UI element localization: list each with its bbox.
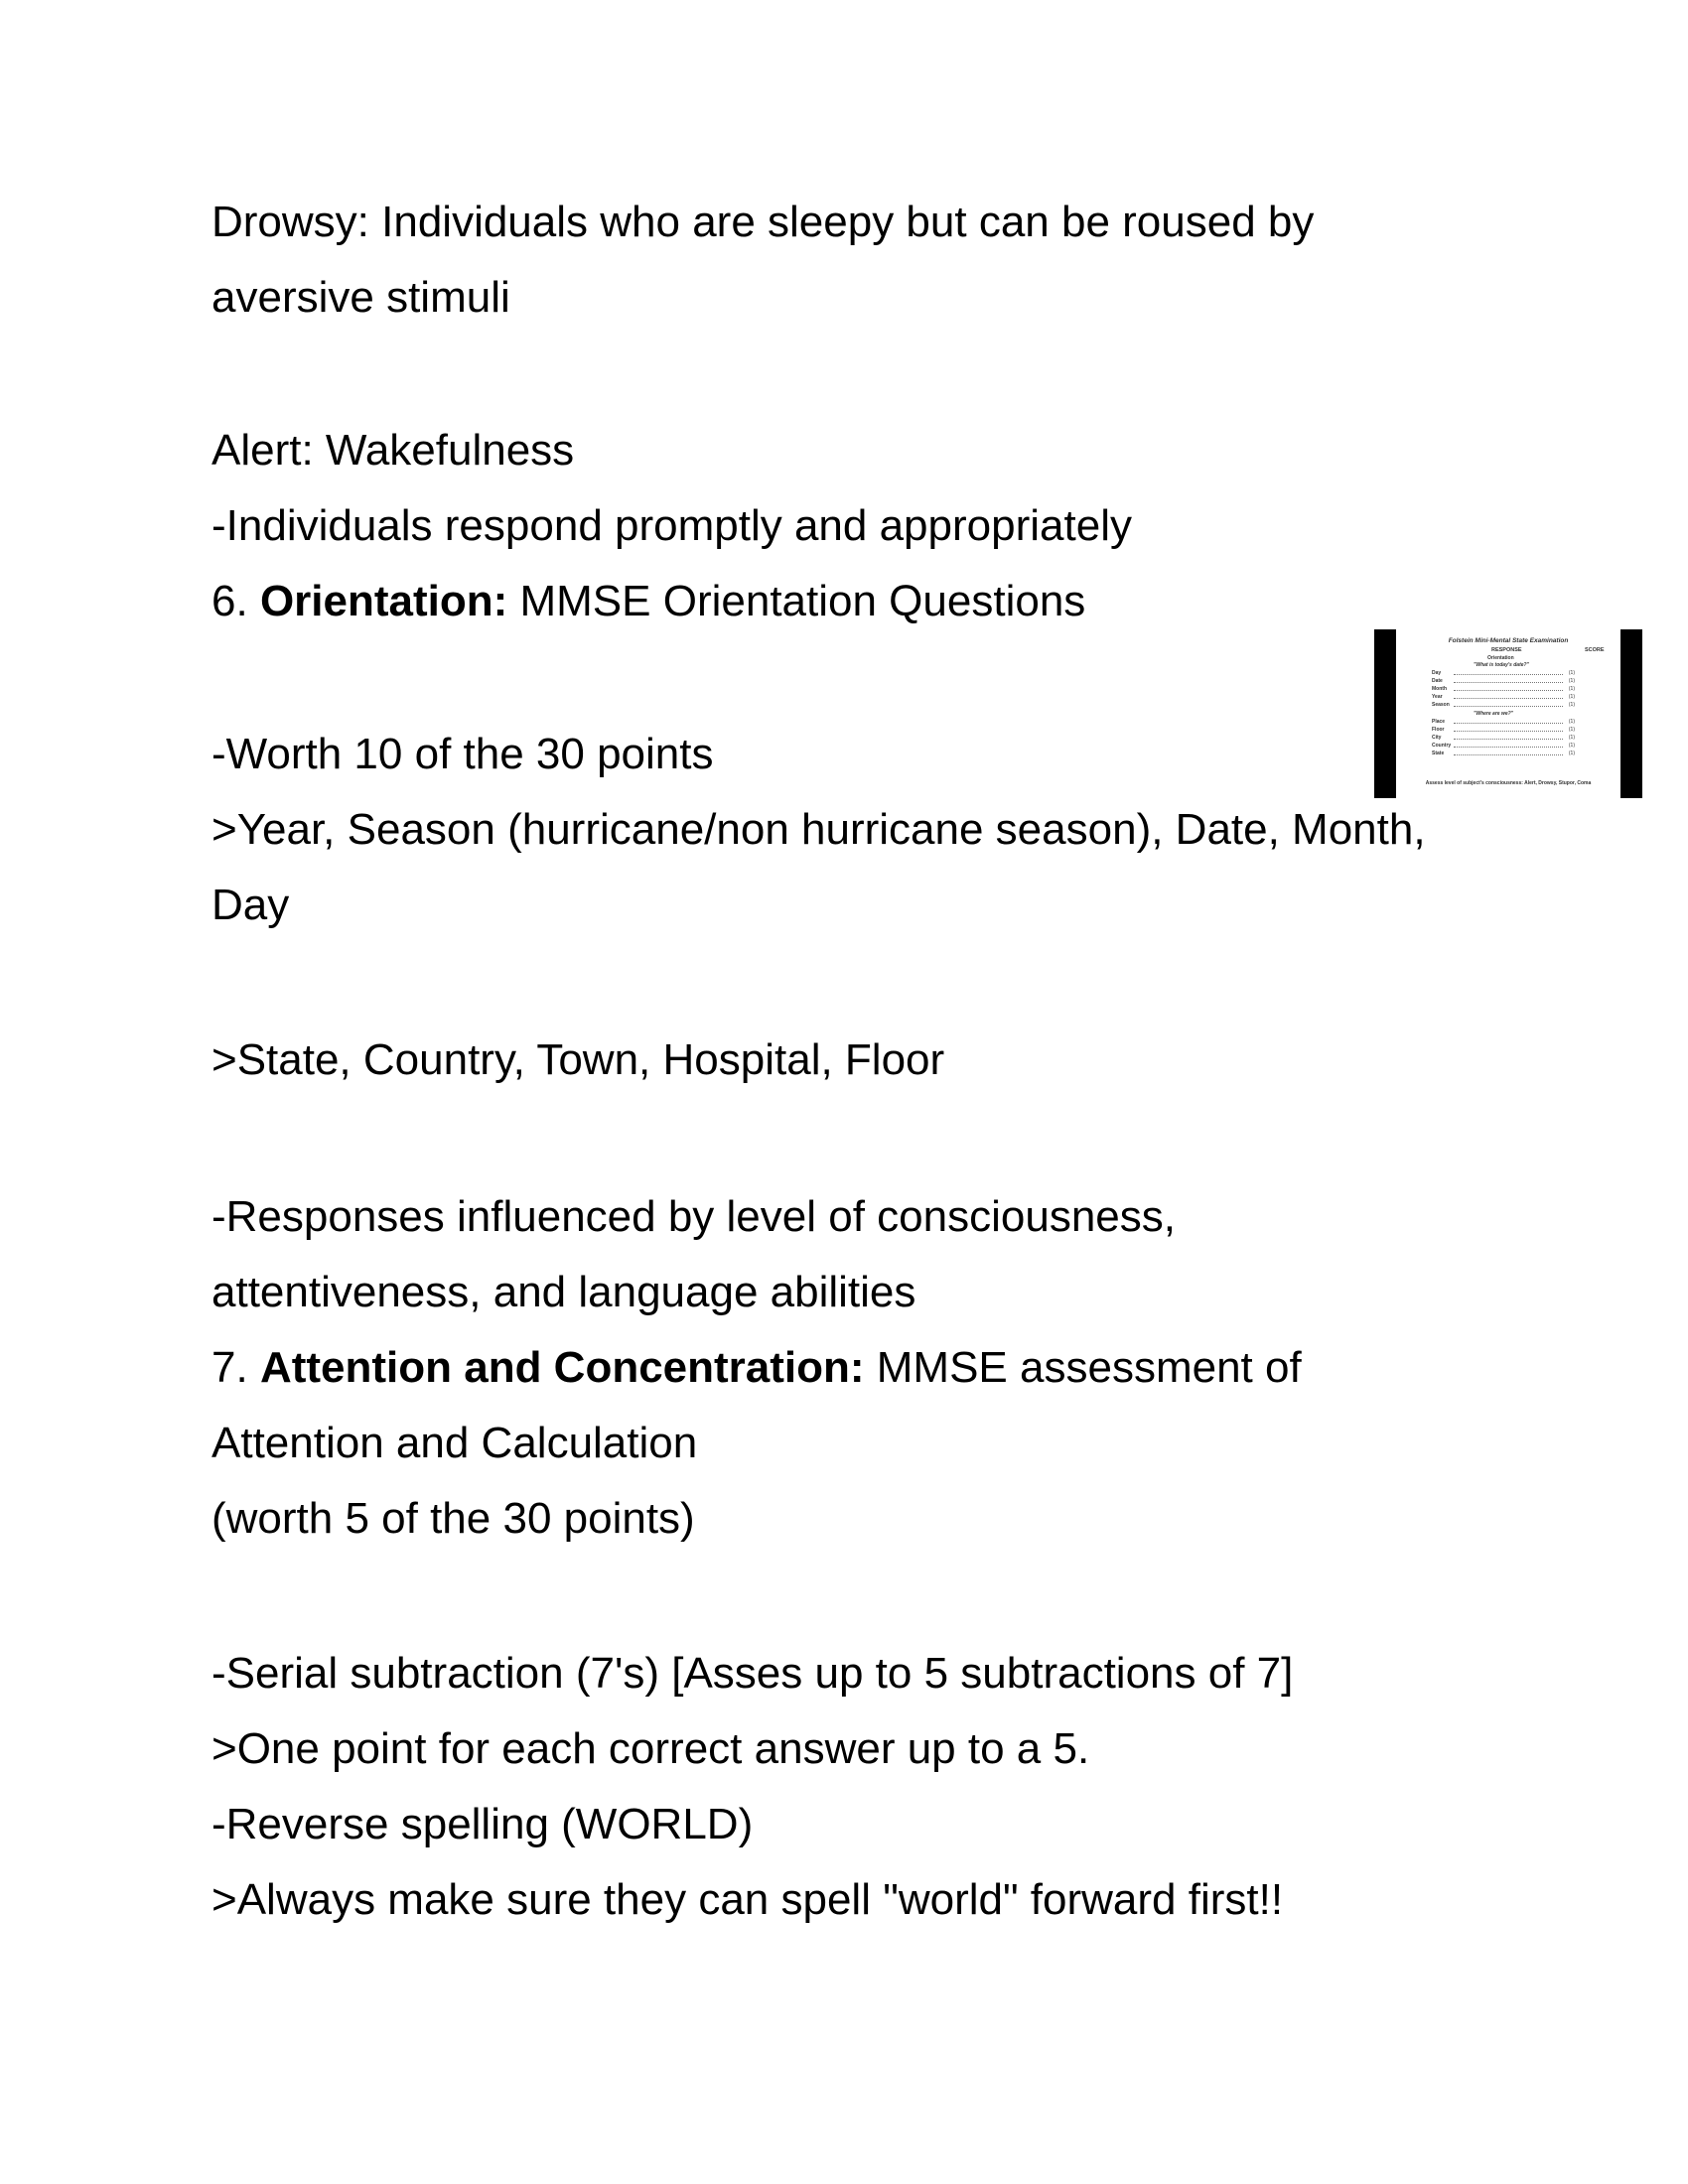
text-line: Attention and Calculation xyxy=(211,1419,698,1467)
form-row-point: (1) xyxy=(1568,735,1575,741)
form-row-point: (1) xyxy=(1568,751,1575,756)
attention-heading-line xyxy=(211,1342,1302,1394)
form-row-label: Year xyxy=(1432,694,1443,700)
form-row xyxy=(1432,743,1575,749)
form-row-point: (1) xyxy=(1568,702,1575,708)
form-row-label: Day xyxy=(1432,670,1442,676)
form-row-label: Floor xyxy=(1432,727,1445,733)
section-heading-rest: MMSE assessment of xyxy=(876,1343,1302,1392)
section-number: 6. xyxy=(211,577,248,625)
text-line: Alert: Wakefulness xyxy=(211,426,575,475)
form-row-point: (1) xyxy=(1568,686,1575,692)
form-row-dotted-line xyxy=(1454,690,1563,691)
form-row-dotted-line xyxy=(1454,682,1563,683)
mmse-form xyxy=(1404,635,1613,792)
form-row-label: Date xyxy=(1432,678,1443,684)
orientation-heading-line xyxy=(211,576,1085,627)
form-row-dotted-line xyxy=(1454,754,1563,755)
form-section: Orientation xyxy=(1487,655,1514,661)
mmse-form-thumbnail xyxy=(1374,629,1642,798)
score-header: SCORE xyxy=(1585,647,1605,653)
section-number: 7. xyxy=(211,1343,248,1392)
form-row-label: City xyxy=(1432,735,1442,741)
section-heading-rest: MMSE Orientation Questions xyxy=(519,577,1086,625)
form-row-label: Place xyxy=(1432,719,1446,725)
form-row xyxy=(1432,694,1575,700)
text-line: -Responses influenced by level of consciousness, xyxy=(211,1192,1176,1241)
text-line: Day xyxy=(211,881,290,929)
text-line: -Reverse spelling (WORLD) xyxy=(211,1800,754,1848)
text-line: >One point for each correct answer up to a 5. xyxy=(211,1724,1090,1773)
form-row-dotted-line xyxy=(1454,706,1563,707)
form-row xyxy=(1432,670,1575,676)
text-line: -Individuals respond promptly and appropriately xyxy=(211,501,1132,550)
form-row xyxy=(1432,702,1575,708)
form-row xyxy=(1432,678,1575,684)
form-row-dotted-line xyxy=(1454,739,1563,740)
section-heading: Orientation: xyxy=(259,577,508,625)
form-row-dotted-line xyxy=(1454,747,1563,748)
form-row-point: (1) xyxy=(1568,670,1575,676)
form-row-dotted-line xyxy=(1454,674,1563,675)
form-row xyxy=(1432,751,1575,756)
text-line: (worth 5 of the 30 points) xyxy=(211,1494,695,1543)
thumbnail-border-left xyxy=(1374,629,1396,798)
text-line: -Worth 10 of the 30 points xyxy=(211,730,714,778)
form-row xyxy=(1432,727,1575,733)
text-line: aversive stimuli xyxy=(211,273,510,322)
text-line: >Year, Season (hurricane/non hurricane season), Date, Month, xyxy=(211,805,1426,854)
form-row-point: (1) xyxy=(1568,727,1575,733)
form-row-label: State xyxy=(1432,751,1445,756)
form-row-point: (1) xyxy=(1568,678,1575,684)
form-row xyxy=(1432,735,1575,741)
form-row-point: (1) xyxy=(1568,719,1575,725)
form-row-point: (1) xyxy=(1568,694,1575,700)
form-row-label: Country xyxy=(1432,743,1452,749)
form-row-dotted-line xyxy=(1454,723,1563,724)
text-line: >Always make sure they can spell "world" forward first!! xyxy=(211,1875,1284,1924)
section-heading: Attention and Concentration: xyxy=(259,1343,865,1392)
form-row-dotted-line xyxy=(1454,698,1563,699)
form-row-label: Season xyxy=(1432,702,1450,708)
assess-text: Assess level of subject's consciousness: Alert, Drowsy, Stupor, Coma xyxy=(1425,780,1592,786)
form-question: "What is today's date?" xyxy=(1474,662,1529,668)
form-question: "Where are we?" xyxy=(1474,711,1514,717)
form-row-point: (1) xyxy=(1568,743,1575,749)
form-row-dotted-line xyxy=(1454,731,1563,732)
thumbnail-border-right xyxy=(1620,629,1642,798)
form-title: Folstein Mini-Mental State Examination xyxy=(1448,637,1569,644)
text-line: attentiveness, and language abilities xyxy=(211,1268,916,1316)
response-header: RESPONSE xyxy=(1491,647,1522,653)
form-row-label: Month xyxy=(1432,686,1447,692)
form-row xyxy=(1432,686,1575,692)
text-line: >State, Country, Town, Hospital, Floor xyxy=(211,1035,945,1084)
text-line: -Serial subtraction (7's) [Asses up to 5 subtractions of 7] xyxy=(211,1649,1294,1698)
text-line: Drowsy: Individuals who are sleepy but can be roused by xyxy=(211,198,1315,246)
form-row xyxy=(1432,719,1575,725)
